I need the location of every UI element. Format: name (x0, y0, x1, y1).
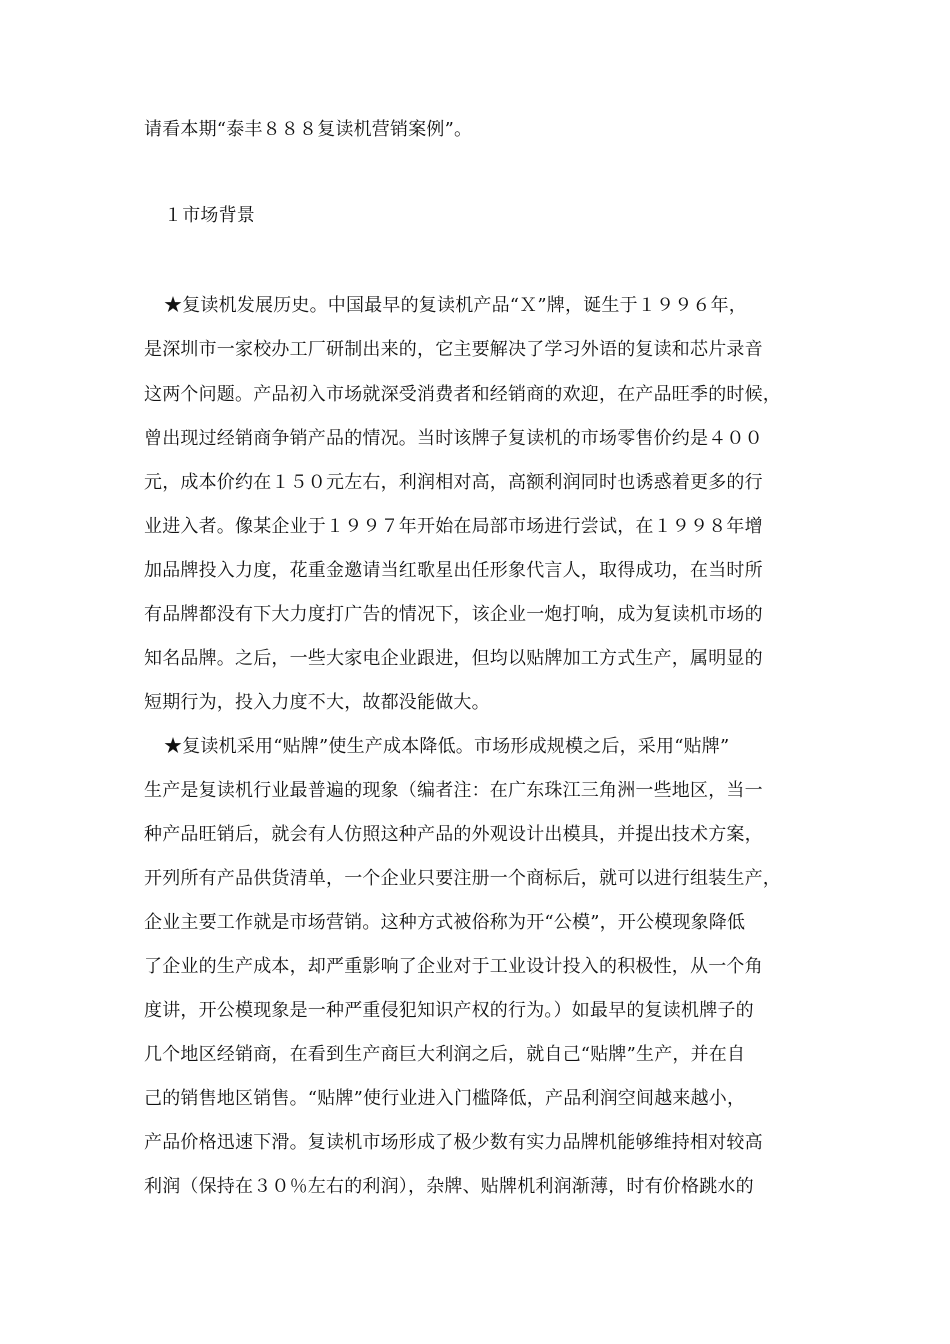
paragraph-line: 这两个问题。产品初入市场就深受消费者和经销商的欢迎，在产品旺季的时候， (144, 384, 781, 405)
paragraph-line: 短期行为，投入力度不大，故都没能做大。 (144, 692, 490, 713)
paragraph-line: 己的销售地区销售。“贴牌”使行业进入门槛降低，产品利润空间越来越小， (144, 1088, 746, 1109)
paragraph-line: 曾出现过经销商争销产品的情况。当时该牌子复读机的市场零售价约是４００ (144, 428, 763, 449)
paragraph-line: 是深圳市一家校办工厂研制出来的，它主要解决了学习外语的复读和芯片录音 (144, 339, 763, 360)
paragraph-line: 度讲，开公模现象是一种严重侵犯知识产权的行为。）如最早的复读机牌子的 (144, 1000, 754, 1021)
paragraph-line: 加品牌投入力度，花重金邀请当红歌星出任形象代言人，取得成功，在当时所 (144, 560, 763, 581)
paragraph-line: 开列所有产品供货清单，一个企业只要注册一个商标后，就可以进行组装生产， (144, 868, 781, 889)
paragraph-line: 业进入者。像某企业于１９９７年开始在局部市场进行尝试，在１９９８年增 (144, 516, 763, 537)
paragraph-line: 有品牌都没有下大力度打广告的情况下，该企业一炮打响，成为复读机市场的 (144, 604, 763, 625)
paragraph-line: 几个地区经销商，在看到生产商巨大利润之后，就自己“贴牌”生产，并在自 (144, 1044, 746, 1065)
paragraph-line: 生产是复读机行业最普遍的现象（编者注：在广东珠江三角洲一些地区，当一 (144, 780, 763, 801)
paragraph-line: ★复读机采用“贴牌”使生产成本降低。市场形成规模之后，采用“贴牌” (164, 736, 730, 757)
paragraph-line: 种产品旺销后，就会有人仿照这种产品的外观设计出模具，并提出技术方案， (144, 824, 763, 845)
paragraph-line: 产品价格迅速下滑。复读机市场形成了极少数有实力品牌机能够维持相对较高 (144, 1132, 763, 1153)
section-heading: １市场背景 (164, 205, 255, 226)
paragraph-line: 知名品牌。之后，一些大家电企业跟进，但均以贴牌加工方式生产，属明显的 (144, 648, 763, 669)
paragraph-line: 了企业的生产成本，却严重影响了企业对于工业设计投入的积极性，从一个角 (144, 956, 763, 977)
paragraph-line: ★复读机发展历史。中国最早的复读机产品“Ｘ”牌，诞生于１９９６年， (164, 295, 748, 316)
paragraph-line: 利润（保持在３０％左右的利润），杂牌、贴牌机利润渐薄，时有价格跳水的 (144, 1176, 754, 1197)
paragraph-line: 企业主要工作就是市场营销。这种方式被俗称为开“公模”，开公模现象降低 (144, 912, 746, 933)
paragraph-line: 元，成本价约在１５０元左右，利润相对高，高额利润同时也诱惑着更多的行 (144, 472, 763, 493)
intro-line: 请看本期“泰丰８８８复读机营销案例”。 (144, 119, 473, 140)
